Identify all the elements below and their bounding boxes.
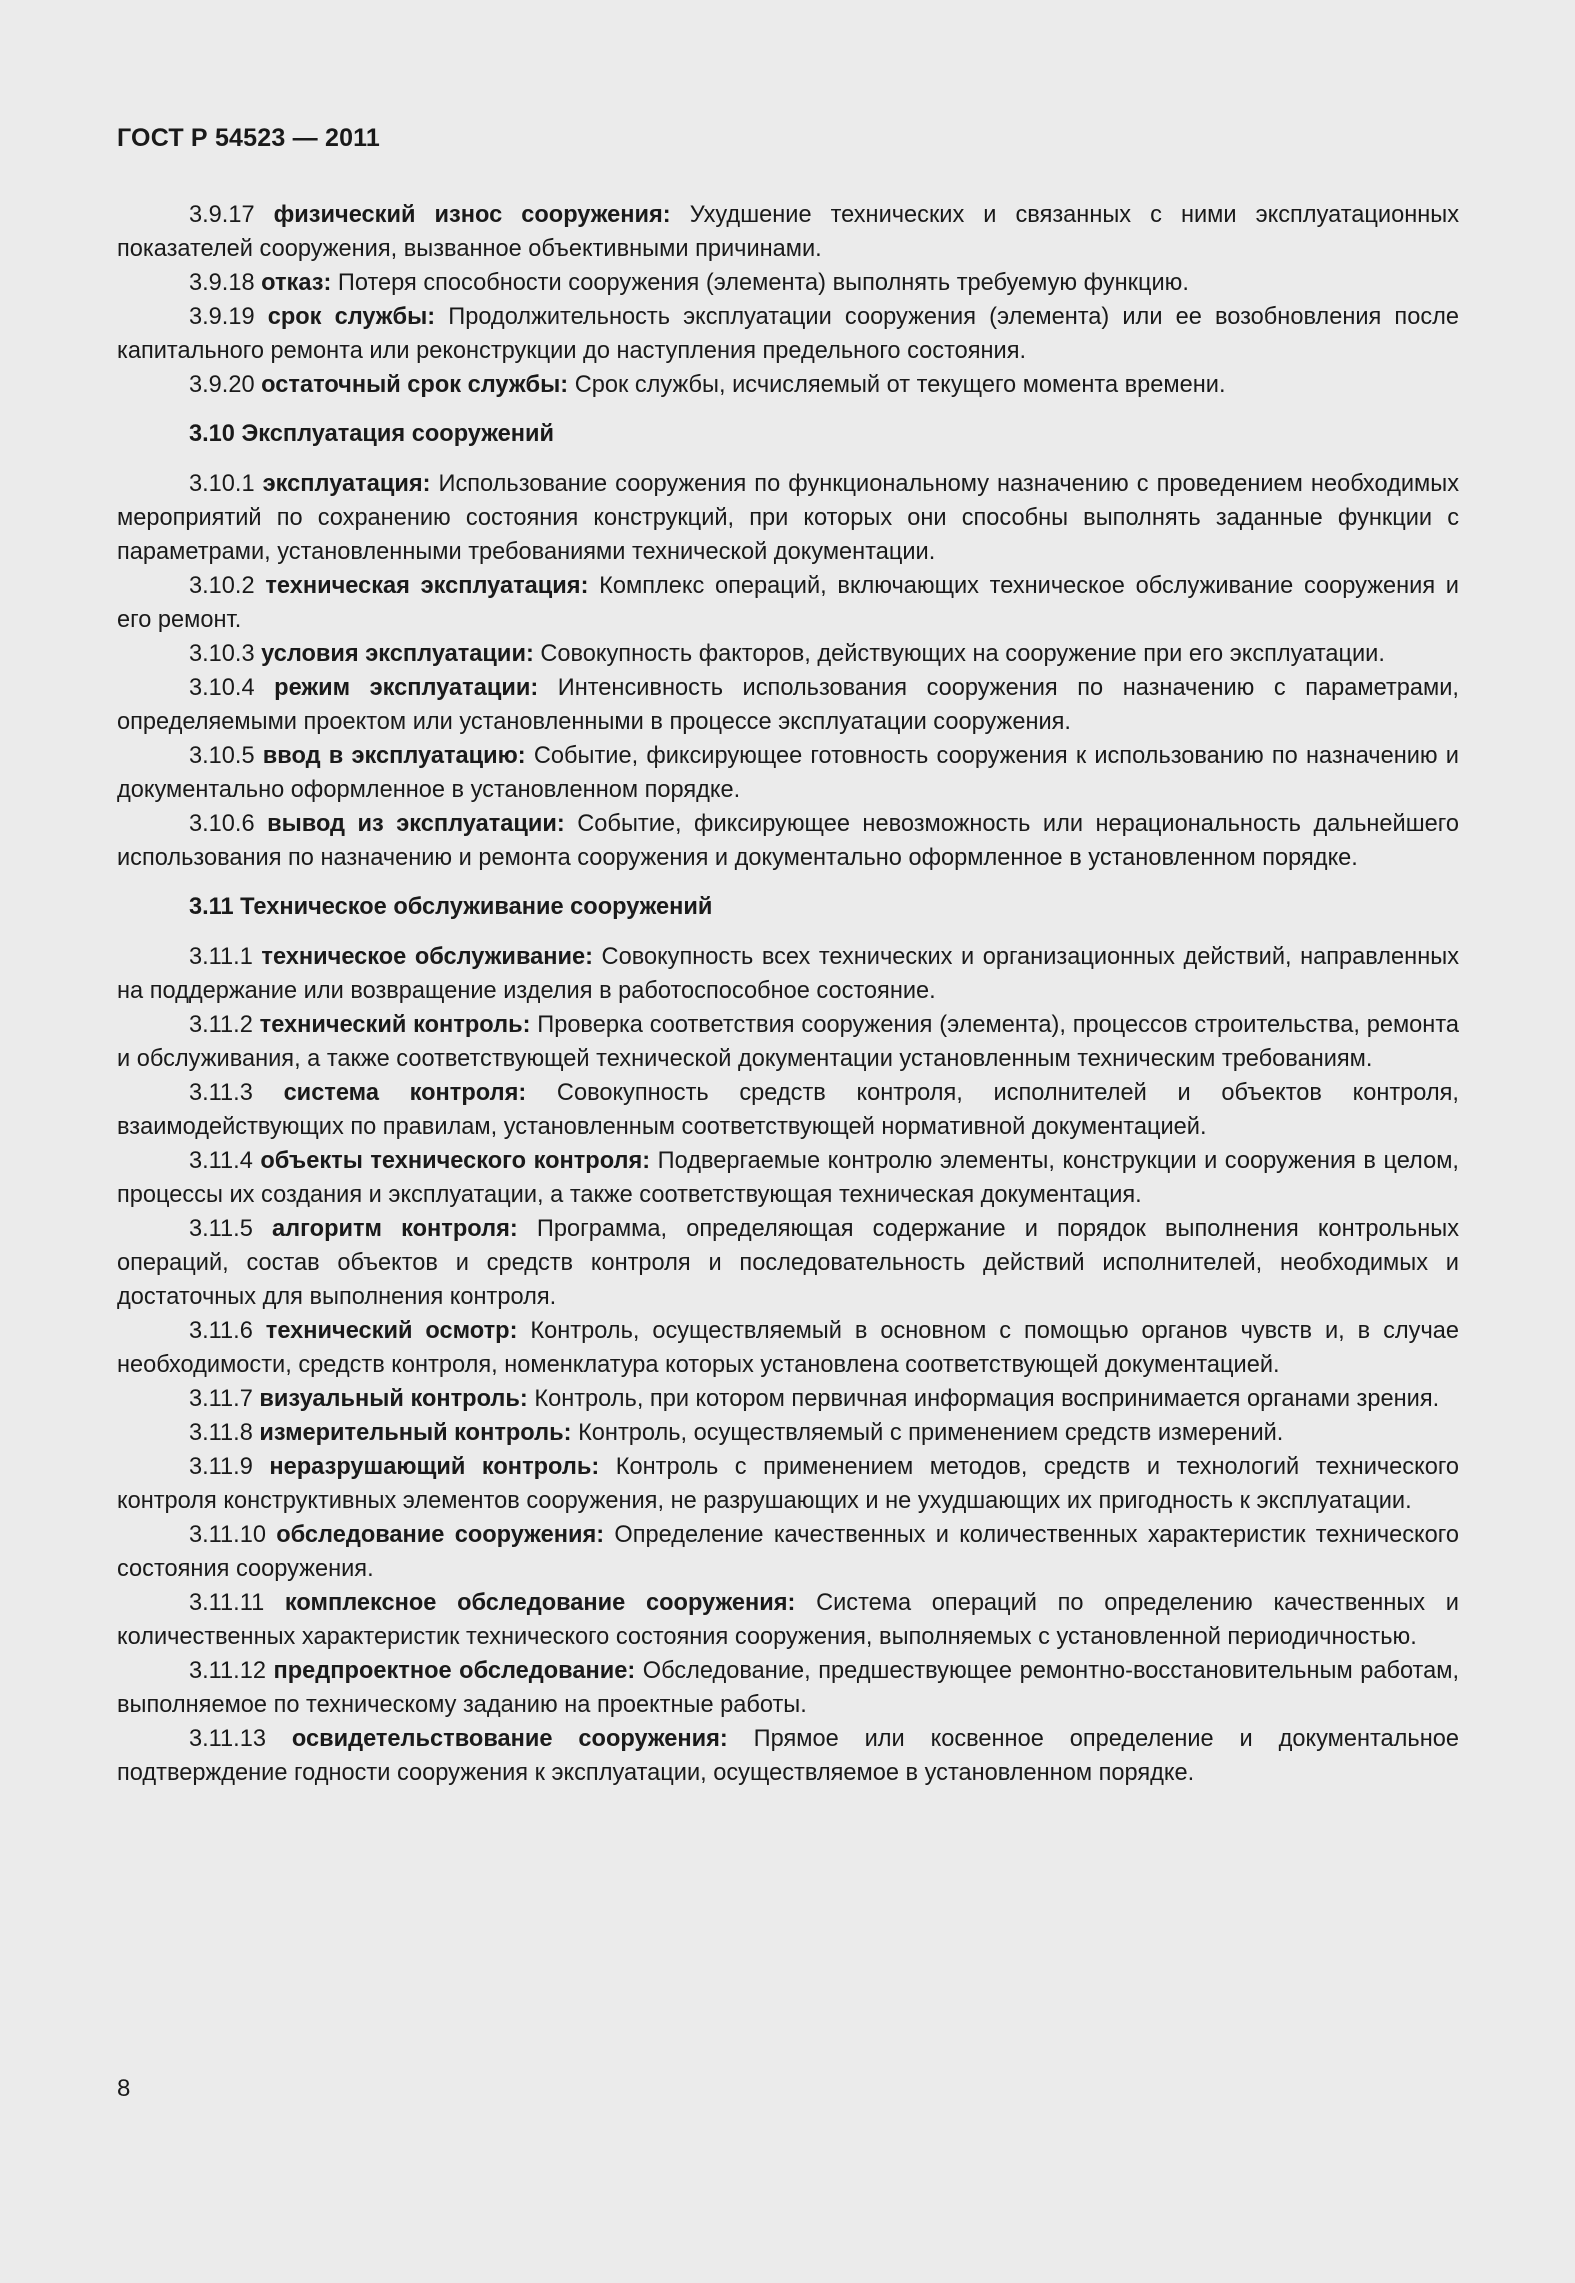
definition-paragraph xyxy=(117,1586,1459,1654)
clause-number: 3.10.2 xyxy=(189,573,255,599)
document-body xyxy=(117,198,1459,1790)
definition-paragraph xyxy=(117,1212,1459,1314)
definition-text: Контроль, осуществляемый с применением средств измерений. xyxy=(578,1420,1284,1446)
definition-paragraph xyxy=(117,300,1459,368)
definition-text: Контроль, при котором первичная информация воспринимается органами зрения. xyxy=(534,1386,1440,1412)
definition-paragraph xyxy=(117,739,1459,807)
definition-text: Подвергаемые контролю элементы, конструкции и сооружения в целом, процессы их создания и эксплуатации, а также соответствующая техническая документация. xyxy=(117,1148,1459,1208)
definition-paragraph xyxy=(117,1416,1459,1450)
defined-term: визуальный контроль: xyxy=(259,1386,528,1412)
definition-text: Событие, фиксирующее готовность сооружения к использованию по назначению и документально оформленное в установленном порядке. xyxy=(117,743,1459,803)
clause-number: 3.11.4 xyxy=(189,1148,253,1174)
definition-text: Интенсивность использования сооружения по назначению с параметрами, определяемыми проектом или установленными в процессе эксплуатации сооружения. xyxy=(117,675,1459,735)
clause-number: 3.9.17 xyxy=(189,202,255,228)
definition-text: Ухудшение технических и связанных с ними эксплуатационных показателей сооружения, вызванное объективными причинами. xyxy=(117,202,1460,262)
definition-paragraph xyxy=(117,1008,1459,1076)
definition-paragraph xyxy=(117,467,1459,569)
definition-paragraph xyxy=(117,940,1459,1008)
definition-paragraph xyxy=(117,1450,1459,1518)
definition-text: Событие, фиксирующее невозможность или нерациональность дальнейшего использования по назначению и ремонта сооружения и документально оформленное в установленном порядке. xyxy=(117,811,1459,871)
defined-term: измерительный контроль: xyxy=(259,1420,572,1446)
definition-paragraph xyxy=(117,198,1459,266)
definition-text: Комплекс операций, включающих техническое обслуживание сооружения и его ремонт. xyxy=(117,573,1459,633)
definition-text: Программа, определяющая содержание и порядок выполнения контрольных операций, состав объектов и средств контроля и последовательность действий исполнителей, необходимых и достаточных для выполнения контроля. xyxy=(117,1216,1459,1310)
defined-term: отказ: xyxy=(261,270,332,296)
defined-term: комплексное обследование сооружения: xyxy=(284,1590,796,1616)
clause-number: 3.11.9 xyxy=(189,1454,253,1480)
defined-term: режим эксплуатации: xyxy=(274,675,539,701)
defined-term: вывод из эксплуатации: xyxy=(267,811,565,837)
defined-term: техническая эксплуатация: xyxy=(265,573,589,599)
definition-text: Обследование, предшествующее ремонтно-восстановительным работам, выполняемое по техническому заданию на проектные работы. xyxy=(117,1658,1459,1718)
definition-text: Система операций по определению качественных и количественных характеристик технического состояния сооружения, выполняемых с установленной периодичностью. xyxy=(117,1590,1459,1650)
defined-term: неразрушающий контроль: xyxy=(269,1454,600,1480)
clause-number: 3.11.6 xyxy=(189,1318,253,1344)
definition-text: Потеря способности сооружения (элемента) выполнять требуемую функцию. xyxy=(337,270,1189,296)
definition-text: Срок службы, исчисляемый от текущего момента времени. xyxy=(574,372,1226,398)
defined-term: эксплуатация: xyxy=(262,471,431,497)
defined-term: технический осмотр: xyxy=(265,1318,518,1344)
definition-text: Совокупность факторов, действующих на сооружение при его эксплуатации. xyxy=(540,641,1385,667)
clause-number: 3.10.1 xyxy=(189,471,255,497)
clause-number: 3.11.5 xyxy=(189,1216,253,1242)
document-header: ГОСТ Р 54523 — 2011 xyxy=(117,124,381,152)
definition-paragraph xyxy=(117,807,1459,875)
definition-text: Контроль с применением методов, средств и технологий технического контроля конструктивных элементов сооружения, не разрушающих и не ухудшающих их пригодность к эксплуатации. xyxy=(117,1454,1460,1514)
defined-term: алгоритм контроля: xyxy=(272,1216,518,1242)
definition-text: Контроль, осуществляемый в основном с помощью органов чувств и, в случае необходимости, средств контроля, номенклатура которых установлена соответствующей документацией. xyxy=(117,1318,1460,1378)
clause-number: 3.11.11 xyxy=(189,1590,265,1616)
defined-term: условия эксплуатации: xyxy=(261,641,534,667)
section-heading: 3.10 Эксплуатация сооружений xyxy=(189,421,555,447)
defined-term: техническое обслуживание: xyxy=(261,944,593,970)
definition-paragraph xyxy=(117,1144,1459,1212)
clause-number: 3.11.8 xyxy=(189,1420,253,1446)
clause-number: 3.10.3 xyxy=(189,641,255,667)
defined-term: срок службы: xyxy=(267,304,436,330)
clause-number: 3.10.4 xyxy=(189,675,255,701)
clause-number: 3.9.20 xyxy=(189,372,255,398)
section-heading: 3.11 Техническое обслуживание сооружений xyxy=(189,894,713,920)
definition-text: Продолжительность эксплуатации сооружения (элемента) или ее возобновления после капитального ремонта или реконструкции до наступления предельного состояния. xyxy=(117,304,1460,364)
defined-term: остаточный срок службы: xyxy=(261,372,569,398)
defined-term: система контроля: xyxy=(283,1080,527,1106)
definition-paragraph xyxy=(117,1518,1459,1586)
clause-number: 3.9.19 xyxy=(189,304,255,330)
defined-term: ввод в эксплуатацию: xyxy=(262,743,526,769)
page-number: 8 xyxy=(117,2075,131,2102)
clause-number: 3.11.13 xyxy=(189,1726,266,1752)
definition-paragraph xyxy=(117,1314,1459,1382)
defined-term: обследование сооружения: xyxy=(276,1522,605,1548)
clause-number: 3.11.7 xyxy=(189,1386,253,1412)
defined-term: предпроектное обследование: xyxy=(273,1658,636,1684)
definition-paragraph xyxy=(117,637,1459,671)
definition-text: Прямое или косвенное определение и документальное подтверждение годности сооружения к эксплуатации, осуществляемое в установленном порядке. xyxy=(117,1726,1459,1786)
definition-paragraph xyxy=(117,671,1459,739)
clause-number: 3.11.1 xyxy=(189,944,253,970)
definition-paragraph xyxy=(117,569,1459,637)
clause-number: 3.9.18 xyxy=(189,270,255,296)
definition-paragraph xyxy=(117,1722,1459,1790)
clause-number: 3.11.12 xyxy=(189,1658,266,1684)
definition-text: Совокупность всех технических и организационных действий, направленных на поддержание или возвращение изделия в работоспособное состояние. xyxy=(117,944,1459,1004)
definition-text: Проверка соответствия сооружения (элемента), процессов строительства, ремонта и обслуживания, а также соответствующей технической документации установленным техническим требованиям. xyxy=(117,1012,1459,1072)
defined-term: физический износ сооружения: xyxy=(273,202,671,228)
definition-paragraph xyxy=(117,266,1459,300)
definition-text: Использование сооружения по функциональному назначению с проведением необходимых мероприятий по сохранению состояния конструкций, при которых они способны выполнять заданные функции с параметрами, установленными требованиями технической документации. xyxy=(117,471,1459,565)
definition-text: Совокупность средств контроля, исполнителей и объектов контроля, взаимодействующих по правилам, установленным соответствующей нормативной документацией. xyxy=(117,1080,1459,1140)
clause-number: 3.11.10 xyxy=(189,1522,266,1548)
definition-paragraph xyxy=(117,1654,1459,1722)
defined-term: технический контроль: xyxy=(259,1012,531,1038)
defined-term: объекты технического контроля: xyxy=(260,1148,651,1174)
definition-paragraph xyxy=(117,1076,1459,1144)
defined-term: освидетельствование сооружения: xyxy=(291,1726,728,1752)
clause-number: 3.11.3 xyxy=(189,1080,253,1106)
clause-number: 3.10.5 xyxy=(189,743,255,769)
definition-paragraph xyxy=(117,368,1459,402)
definition-text: Определение качественных и количественных характеристик технического состояния сооружения. xyxy=(117,1522,1459,1582)
definition-paragraph xyxy=(117,1382,1459,1416)
clause-number: 3.11.2 xyxy=(189,1012,253,1038)
clause-number: 3.10.6 xyxy=(189,811,255,837)
